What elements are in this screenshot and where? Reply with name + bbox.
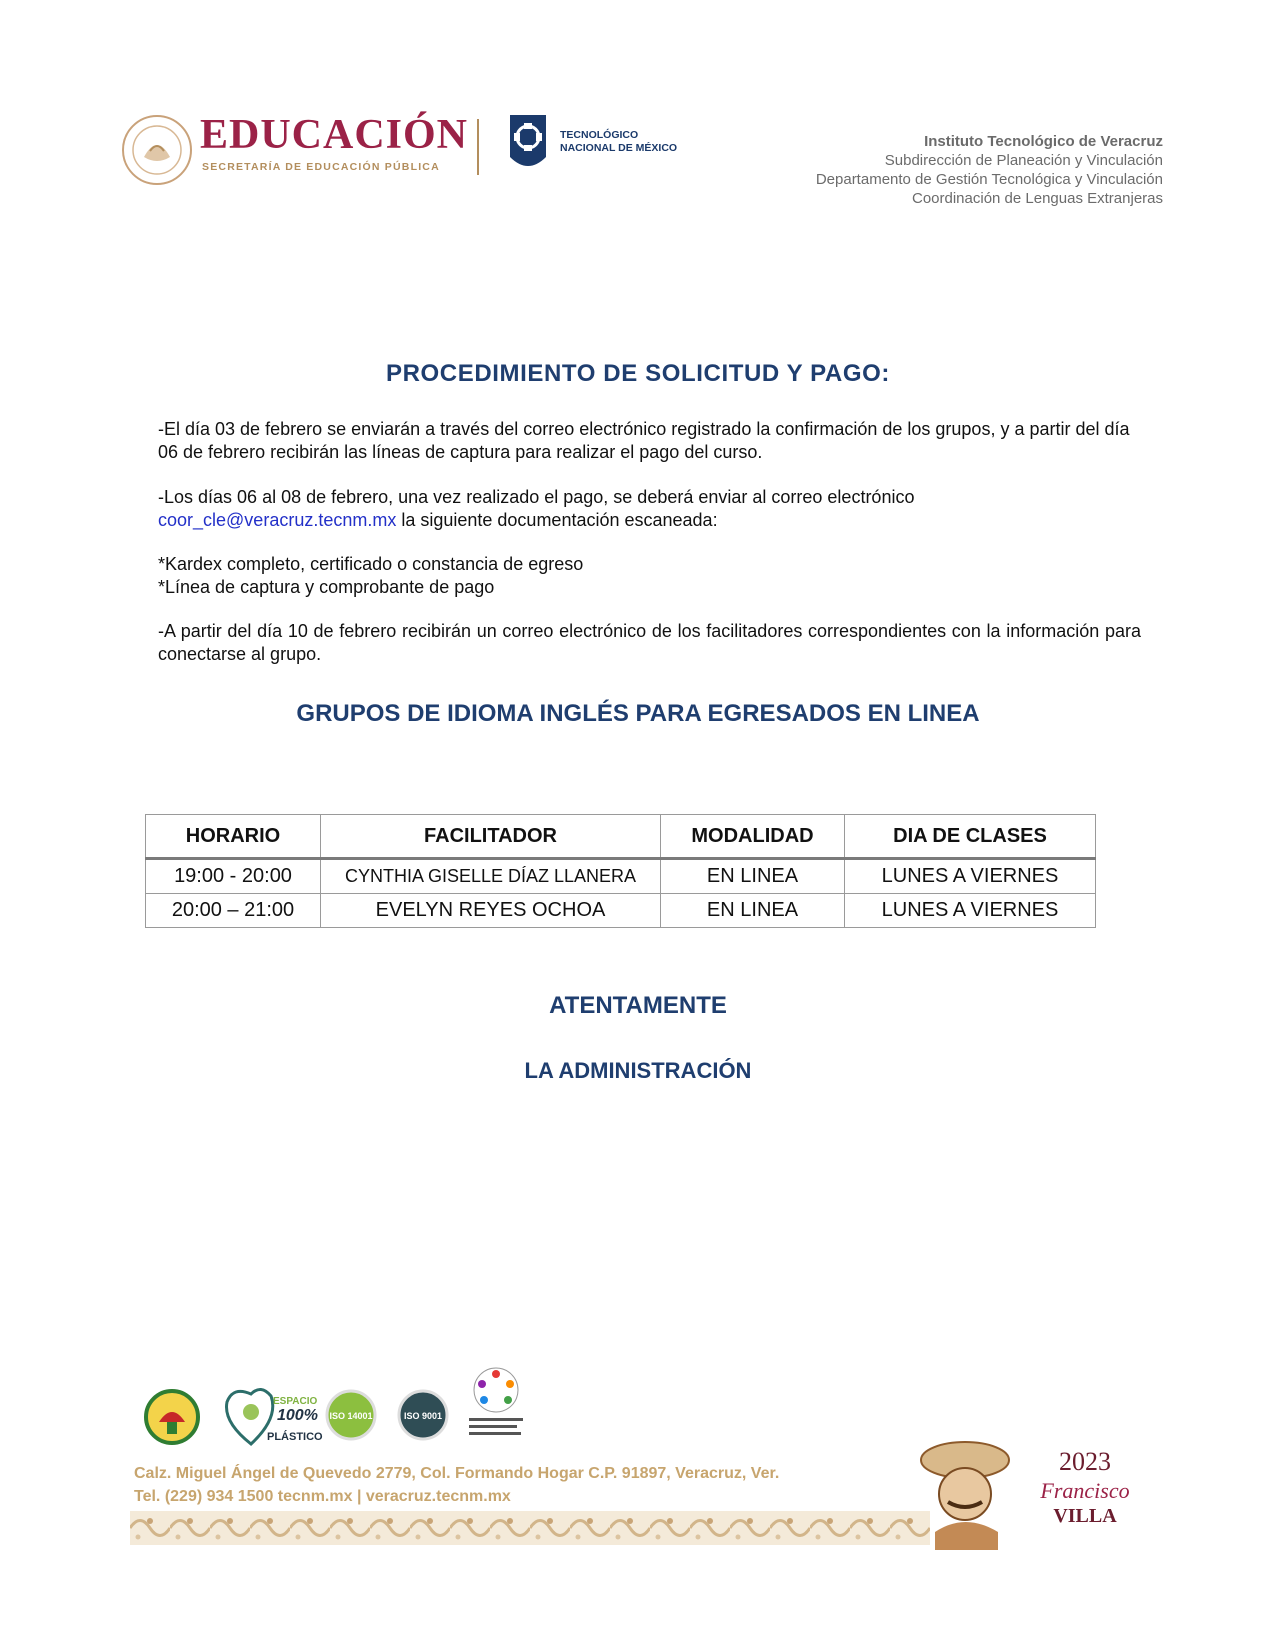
tecnm-line1: TECNOLÓGICO <box>560 129 639 141</box>
footer-address: Calz. Miguel Ángel de Quevedo 2779, Col. Formando Hogar C.P. 91897, Veracruz, Ver. <box>134 1465 780 1482</box>
institution-block <box>816 132 1163 208</box>
cell-modalidad: EN LINEA <box>661 894 845 928</box>
labor-equality-badge-icon <box>465 1360 527 1440</box>
tecnm-line2: NACIONAL DE MÉXICO <box>560 142 678 154</box>
header-modalidad: MODALIDAD <box>661 815 845 859</box>
educacion-wordmark: EDUCACIÓN <box>200 112 469 158</box>
table-row <box>146 894 1096 928</box>
documents-lead-text: -Los días 06 al 08 de febrero, una vez realizado el pago, se deberá enviar al correo electrónico <box>158 487 915 507</box>
cell-modalidad: EN LINEA <box>661 859 845 894</box>
cell-horario: 19:00 - 20:00 <box>146 859 321 894</box>
table-header-row <box>146 815 1096 859</box>
closing-administracion: LA ADMINISTRACIÓN <box>524 1058 752 1083</box>
department-line: Departamento de Gestión Tecnológica y Vinculación <box>815 171 1163 188</box>
header-dia-de-clases: DIA DE CLASES <box>845 815 1096 859</box>
sep-subtitle: SECRETARÍA DE EDUCACIÓN PÚBLICA <box>202 161 440 173</box>
schedule-table <box>145 814 1096 928</box>
cell-dia: LUNES A VIERNES <box>845 894 1096 928</box>
decorative-pattern-band <box>130 1511 930 1545</box>
mexico-seal-icon <box>120 113 194 187</box>
iso-9001-text: ISO 9001 <box>403 1411 443 1421</box>
plastic-mid-text: 100% <box>277 1407 318 1424</box>
documents-list <box>158 553 1141 599</box>
paragraph-facilitators: -A partir del día 10 de febrero recibirán un correo electrónico de los facilitadores correspondientes con la información para conectarse al grupo. <box>158 621 1141 664</box>
header-horario: HORARIO <box>146 815 321 859</box>
cell-facilitador: EVELYN REYES OCHOA <box>321 894 661 928</box>
plastic-top-text: ESPACIO <box>273 1396 318 1407</box>
tecnm-logo-icon <box>504 109 552 175</box>
plastic-bottom-text: PLÁSTICO <box>267 1431 323 1443</box>
procedure-title: PROCEDIMIENTO DE SOLICITUD Y PAGO: <box>385 360 890 387</box>
list-item: *Línea de captura y comprobante de pago <box>158 577 495 597</box>
institution-name: Instituto Tecnológico de Veracruz <box>924 133 1163 150</box>
iso-9001-badge-icon <box>393 1380 453 1450</box>
tecnm-wordmark <box>560 129 677 155</box>
closing-atentamente: ATENTAMENTE <box>549 992 727 1019</box>
iso-14001-text: ISO 14001 <box>329 1411 373 1421</box>
certification-badges <box>143 1380 563 1460</box>
list-item: *Kardex completo, certificado o constancia de egreso <box>158 554 584 574</box>
email-link[interactable]: coor_cle@veracruz.tecnm.mx <box>158 510 397 530</box>
itver-crest-icon <box>143 1388 201 1446</box>
documents-tail-text: la siguiente documentación escaneada: <box>396 510 718 530</box>
francisco-villa-2023-logo-icon <box>920 1432 1150 1552</box>
cell-facilitador: CYNTHIA GISELLE DÍAZ LLANERA <box>321 859 661 894</box>
plastic-free-heart-icon <box>221 1382 323 1450</box>
logo-divider <box>477 119 479 175</box>
villa-name-1: Francisco <box>1040 1478 1130 1503</box>
groups-title: GRUPOS DE IDIOMA INGLÉS PARA EGRESADOS EN LINEA <box>296 700 980 727</box>
villa-year: 2023 <box>1059 1447 1111 1476</box>
villa-name-2: VILLA <box>1053 1505 1117 1527</box>
paragraph-confirmation: -El día 03 de febrero se enviarán a través del correo electrónico registrado la confirmación de los grupos, y a partir del día 06 de febrero recibirán las líneas de captura para realizar el pago del curso. <box>158 419 1130 462</box>
coordination-line: Coordinación de Lenguas Extranjeras <box>912 190 1163 207</box>
footer-contact: Tel. (229) 934 1500 tecnm.mx | veracruz.tecnm.mx <box>134 1488 511 1505</box>
subdirection-line: Subdirección de Planeación y Vinculación <box>884 152 1163 169</box>
cell-dia: LUNES A VIERNES <box>845 859 1096 894</box>
cell-horario: 20:00 – 21:00 <box>146 894 321 928</box>
iso-14001-badge-icon <box>321 1380 381 1450</box>
table-row <box>146 859 1096 894</box>
paragraph-documents <box>158 486 1141 532</box>
header-facilitador: FACILITADOR <box>321 815 661 859</box>
header-logos <box>120 105 680 195</box>
